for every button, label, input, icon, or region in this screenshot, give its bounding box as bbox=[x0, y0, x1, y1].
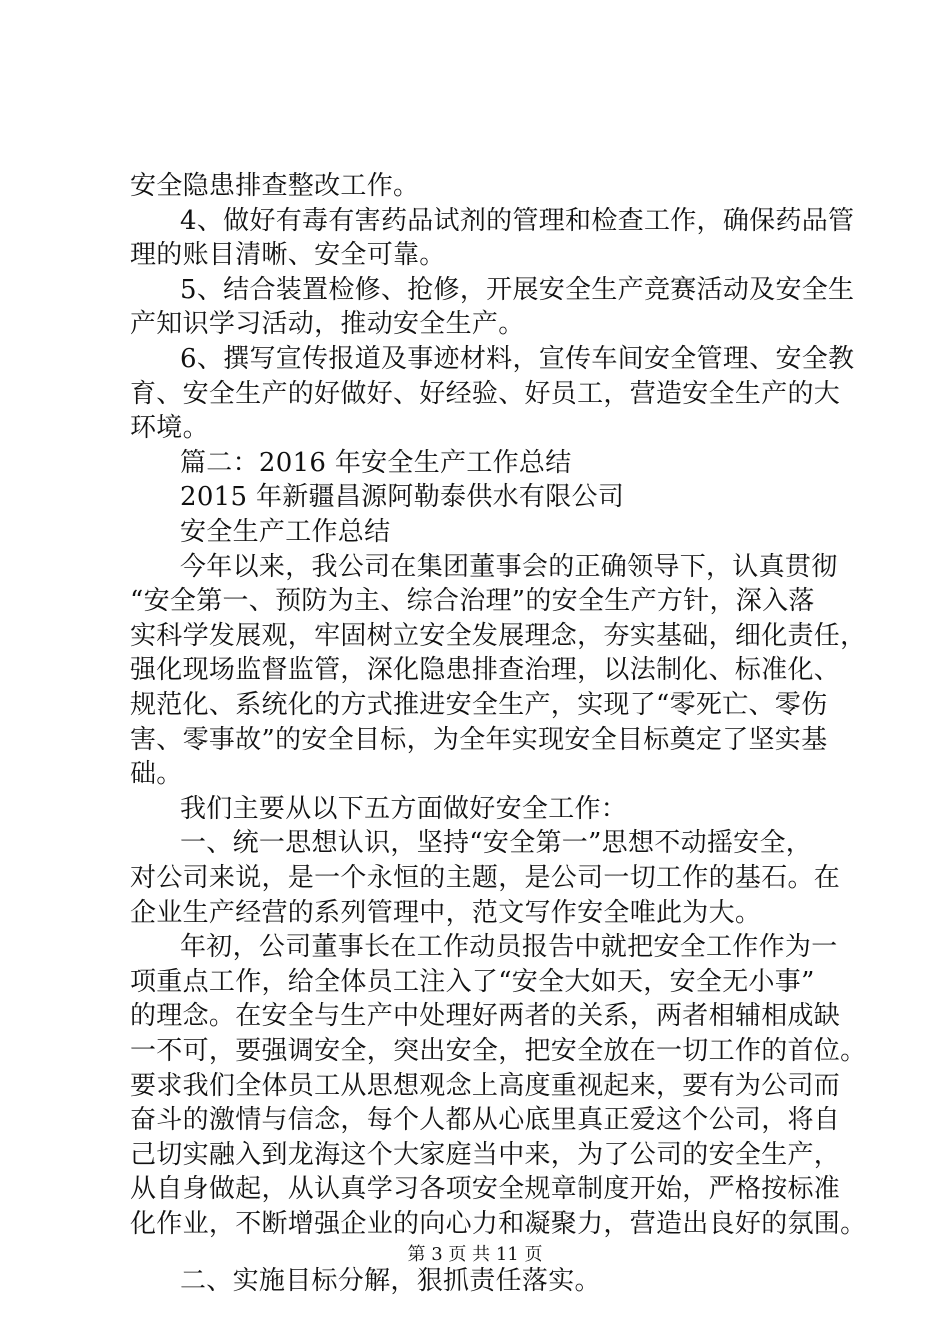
paragraph-line: 我们主要从以下五方面做好安全工作： bbox=[180, 794, 628, 824]
paragraph-line: 企业生产经营的系列管理中，范文写作安全唯此为大。 bbox=[130, 898, 762, 928]
paragraph-line: 从自身做起，从认真学习各项安全规章制度开始，严格按标准 bbox=[130, 1174, 841, 1204]
paragraph-line: 年初，公司董事长在工作动员报告中就把安全工作作为一 bbox=[180, 932, 838, 962]
paragraph-line: 实科学发展观，牢固树立安全发展理念，夯实基础，细化责任， bbox=[130, 621, 867, 651]
paragraph-line: 项重点工作，给全体员工注入了“安全大如天，安全无小事” bbox=[130, 967, 815, 997]
paragraph-line: 5、结合装置检修、抢修，开展安全生产竞赛活动及安全生 bbox=[180, 275, 855, 305]
paragraph-line: 产知识学习活动，推动安全生产。 bbox=[130, 309, 525, 339]
paragraph-line: 2015 年新疆昌源阿勒泰供水有限公司 bbox=[180, 482, 625, 512]
paragraph-line: 害、零事故”的安全目标，为全年实现安全目标奠定了坚实基 bbox=[130, 725, 828, 755]
paragraph-line: 安全生产工作总结 bbox=[180, 517, 391, 547]
paragraph-line: 己切实融入到龙海这个大家庭当中来，为了公司的安全生产， bbox=[130, 1140, 841, 1170]
paragraph-line: 安全隐患排查整改工作。 bbox=[130, 171, 420, 201]
paragraph-line: 一不可，要强调安全，突出安全，把安全放在一切工作的首位。 bbox=[130, 1036, 867, 1066]
paragraph-line: 理的账目清晰、安全可靠。 bbox=[130, 240, 446, 270]
paragraph-line: 的理念。在安全与生产中处理好两者的关系，两者相辅相成缺 bbox=[130, 1001, 841, 1031]
paragraph-line: 一、统一思想认识，坚持“安全第一”思想不动摇安全， bbox=[180, 828, 813, 858]
paragraph-line: 环境。 bbox=[130, 413, 209, 443]
paragraph-line: 奋斗的激情与信念，每个人都从心底里真正爱这个公司，将自 bbox=[130, 1105, 841, 1135]
paragraph-line: 篇二：2016 年安全生产工作总结 bbox=[180, 448, 572, 478]
paragraph-line: 6、撰写宣传报道及事迹材料，宣传车间安全管理、安全教 bbox=[180, 344, 855, 374]
paragraph-line: 要求我们全体员工从思想观念上高度重视起来，要有为公司而 bbox=[130, 1071, 841, 1101]
paragraph-line: 对公司来说，是一个永恒的主题，是公司一切工作的基石。在 bbox=[130, 863, 841, 893]
paragraph-line: 二、实施目标分解，狠抓责任落实。 bbox=[180, 1266, 601, 1296]
paragraph-line: 化作业，不断增强企业的向心力和凝聚力，营造出良好的氛围。 bbox=[130, 1209, 867, 1239]
page-footer: 第 3 页 共 11 页 bbox=[407, 1244, 543, 1265]
paragraph-line: 今年以来，我公司在集团董事会的正确领导下，认真贯彻 bbox=[180, 552, 838, 582]
paragraph-line: 4、做好有毒有害药品试剂的管理和检查工作，确保药品管 bbox=[180, 206, 855, 236]
paragraph-line: “安全第一、预防为主、综合治理”的安全生产方针，深入落 bbox=[130, 586, 815, 616]
paragraph-line: 础。 bbox=[130, 759, 183, 789]
paragraph-line: 育、安全生产的好做好、好经验、好员工，营造安全生产的大 bbox=[130, 379, 841, 409]
paragraph-line: 规范化、系统化的方式推进安全生产，实现了“零死亡、零伤 bbox=[130, 690, 828, 720]
paragraph-line: 强化现场监督监管，深化隐患排查治理，以法制化、标准化、 bbox=[130, 655, 841, 685]
